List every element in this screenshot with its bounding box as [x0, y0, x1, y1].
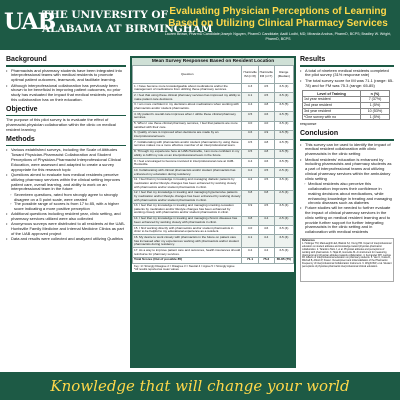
- conclusion-list-cont: [300, 206, 394, 235]
- training-level-table: [302, 90, 390, 120]
- question-cell: 11. I feel that my knowledge in treating and managing diabetic patients by medication and/or lifestyle changes has been enhanced by working closely with pharmacists and/or student pharmacists in clinic.: [133, 177, 242, 190]
- objective-heading: Objective: [6, 105, 38, 113]
- table-row: [133, 149, 294, 158]
- conclusion-heading: Conclusion: [300, 130, 339, 138]
- score-cell: 2-5 (4): [274, 216, 293, 225]
- left-column: [6, 56, 126, 242]
- question-cell: 15. I find working directly with pharmacists and/or student pharmacists in clinic to be helpful to my educational experience as a resident.: [133, 226, 242, 235]
- table-row: [133, 216, 294, 225]
- score-cell: 4.1: [242, 235, 258, 248]
- score-cell: 4.6: [258, 226, 274, 235]
- question-cell: 7. Collaborating with pharmacists and/or student pharmacists by using these services makes me a more effective member of an interprofessional team.: [133, 140, 242, 149]
- column-header: n (%): [360, 91, 389, 97]
- background-list: [6, 69, 126, 103]
- methods-list: [6, 148, 126, 192]
- column-header: Question: [133, 66, 242, 84]
- table-row: [133, 248, 294, 257]
- logo-line-2: ALABAMA AT BIRMINGHAM: [42, 23, 213, 35]
- score-cell: 4.9: [258, 130, 274, 139]
- score-cell: 3-5 (4): [274, 177, 293, 190]
- score-cell: 4-5 (5): [274, 112, 293, 121]
- table-cell: 1 (5%): [360, 102, 389, 108]
- table-header-row: [133, 66, 294, 84]
- score-cell: 4.8: [258, 102, 274, 111]
- score-cell: 3.8: [242, 216, 258, 225]
- table-row: [133, 112, 294, 121]
- objective-text: The purpose of this pilot survey is to evaluate the effect of pharmacist-physician collaboration within the clinic on medical resident learning: [6, 117, 116, 132]
- question-cell: 8. Through my experience here at UAB-Huntsville, I am more confident in my ability to fulfill my role on an interprofessional team in the future.: [133, 149, 242, 158]
- training-table-note: response: [300, 121, 317, 127]
- list-item: • A total of nineteen medical residents completed the pilot survey (31% response rate): [300, 69, 394, 79]
- table-row: [133, 203, 294, 216]
- logo-mark: UAB: [4, 9, 56, 35]
- score-cell: 3-5 (4): [274, 121, 293, 130]
- question-cell: 3. I am more confident in my decisions about medications when working with pharmacists and/or student pharmacists.: [133, 102, 242, 111]
- results-table-panel: [130, 56, 296, 368]
- list-item: • Future studies will be needed to further evaluate the impact of clinical pharmacy services in the clinic setting on medical resident learning and to provide further support for further integrating pharmacists in the clinic setting and in collaboration with medical residents: [300, 206, 394, 235]
- total-score: 71.1: [242, 257, 258, 263]
- table-row: [133, 226, 294, 235]
- column-header: Level of Training: [303, 91, 361, 97]
- score-cell: 4.8: [258, 140, 274, 149]
- university-logo: [4, 6, 213, 44]
- section-divider: [300, 65, 394, 67]
- score-cell: 4.4: [242, 102, 258, 111]
- table-row: [133, 168, 294, 177]
- conclusion-sublist: [300, 182, 394, 206]
- table-body: [133, 84, 294, 264]
- poster-footer: [0, 372, 400, 400]
- score-cell: 4.6: [258, 159, 274, 168]
- list-item: • Medical residents' education is enhanced by including pharmacists and pharmacy students as a part of interprofessional teams and utilizing clinical pharmacy services within the ambulatory clinic setting: [300, 158, 394, 182]
- score-cell: 4.5: [258, 168, 274, 177]
- question-cell: 6. Quality of care is improved when decisions are made by an interprofessional team.: [133, 130, 242, 139]
- table-row: [133, 93, 294, 102]
- poster-header: [0, 0, 400, 50]
- score-cell: 3-5 (5): [274, 102, 293, 111]
- list-item: • Anonymous surveys were distributed to all residents at the UAB-Huntsville Family Medicine and Internal Medicine Clinics as part of the UAB approved project: [6, 222, 126, 236]
- list-item: • This survey can be used to identify the impact of medical resident collaboration with clinic pharmacists in the clinic setting: [300, 143, 394, 157]
- score-cell: 4.5: [258, 93, 274, 102]
- total-row: [133, 257, 294, 263]
- list-item: • Although interprofessional collaboration has previously been shown to be beneficial in improving patient outcomes, no prior study has evaluated the impact that medical residents perceive this collaboration has on their education.: [6, 84, 126, 103]
- section-divider: [6, 145, 126, 147]
- table-row: [133, 159, 294, 168]
- score-cell: 4.4: [258, 216, 274, 225]
- table-row: [133, 235, 294, 248]
- score-cell: 3.8: [242, 190, 258, 203]
- logo-line-1: THE UNIVERSITY OF: [42, 9, 168, 21]
- score-cell: 4-5 (5): [274, 140, 293, 149]
- question-cell: 16. My desire to work closely with pharmacists in the future on patient care has increased after my experiences working with pharmacists and/or student pharmacists during residency.: [133, 235, 242, 248]
- methods-list-cont: [6, 212, 126, 242]
- table-row: [133, 102, 294, 111]
- score-cell: 4.3: [242, 84, 258, 93]
- score-cell: 4.4: [242, 159, 258, 168]
- score-cell: 4.2: [242, 248, 258, 257]
- conclusion-list: [300, 143, 394, 182]
- question-cell: 12. I feel that my knowledge in treating and managing hypertensive patients by medication and/or lifestyle changes has been enhanced by working closely with pharmacists and/or student pharmacists in clinic.: [134, 190, 241, 202]
- table-row: [303, 114, 390, 120]
- score-cell: 4.1: [242, 93, 258, 102]
- table-cell: 3rd year resident: [303, 108, 361, 114]
- question-cell: 2. I feel that using these clinical pharmacy services has improved my ability to make patient care decisions.: [134, 92, 241, 101]
- question-cell: 14. I feel that my knowledge in treating and managing chronic diseases has been enhanced by working closely with pharmacists in clinic.: [133, 216, 242, 225]
- methods-sublist: [6, 193, 126, 212]
- footer-tagline: Knowledge that will change your world: [50, 377, 350, 395]
- table-row: [133, 130, 294, 139]
- score-cell: 4.5: [242, 112, 258, 121]
- table-row: [133, 190, 294, 203]
- section-divider: [6, 115, 126, 117]
- poster-authors: Lauren Brown, PharmD Candidate;Joseph Nguyen, PharmD Candidate; Aadil Lodhi, MD; Miranda Andrus, PharmD, BCPS; Bradley W. Wright, PharmD, BCPS: [164, 32, 392, 41]
- list-item: • Various established surveys, including the Scale of Attitudes Toward Physician-Pharmacist Collaboration and Student Perceptions of Physician-Pharmacist Interprofessional Clinical Education, were assessed and adapted to create a survey appropriate for this research topic: [6, 148, 126, 172]
- score-cell: 3-5 (4): [274, 93, 293, 102]
- methods-heading: Methods: [6, 135, 35, 143]
- column-header: Range (Median): [274, 66, 293, 84]
- column-header: Huntsville FM (n=7): [258, 66, 274, 84]
- score-cell: 4.5: [242, 149, 258, 158]
- list-item: • Questions aimed to evaluate how medical residents perceive utilizing pharmacy services within the clinical setting improves patient care, overall learning, and ability to work on an interprofessional team in the future: [6, 173, 126, 192]
- score-cell: 4-5 (5): [274, 130, 293, 139]
- list-item: ◦ Medical residents also perceive this collaboration improves their confidence in making decisions about medications, while enhancing knowledge in treating and managing chronic diseases such as diabetes: [304, 182, 394, 206]
- score-cell: 4.5: [258, 203, 274, 216]
- score-cell: 3-5 (4): [274, 203, 293, 216]
- poster-title: Evaluating Physician Perceptions of Learning Based on Utilizing Clinical Pharmacy Services: [168, 6, 388, 29]
- score-cell: 4.2: [242, 177, 258, 190]
- table-title: Mean Survey Responses Based on Resident Location: [132, 58, 294, 65]
- score-cell: 2-5 (4): [274, 168, 293, 177]
- score-cell: 4.6: [258, 112, 274, 121]
- score-cell: 3-5 (5): [274, 159, 293, 168]
- results-list: [300, 69, 394, 89]
- references-box: [300, 238, 394, 282]
- mean-responses-table: [132, 65, 294, 264]
- right-column: [300, 56, 394, 282]
- score-cell: 3-5 (4): [274, 235, 293, 248]
- total-label: Total Scores (Out of possible 85): [133, 257, 242, 263]
- table-cell: 7 (37%): [360, 97, 389, 103]
- table-row: [133, 84, 294, 93]
- column-header: Huntsville IM (n=8): [242, 66, 258, 84]
- table-row: [133, 177, 294, 190]
- score-cell: 4.5: [258, 84, 274, 93]
- list-item: • Pharmacists and pharmacy students have been integrated into interprofessional teams with medical residents to promote optimal patient outcomes, teamwork, and facilitate learning.: [6, 69, 126, 83]
- table-cell: 10 (53%): [360, 108, 389, 114]
- references-heading: References: [302, 239, 315, 242]
- section-divider: [6, 65, 126, 67]
- question-cell: 10. Collaborating with clinical pharmacists and/or student pharmacists has enhanced my education during residency.: [133, 168, 242, 177]
- score-cell: 4.0: [242, 226, 258, 235]
- score-cell: 4.0: [258, 121, 274, 130]
- score-cell: 4.2: [258, 248, 274, 257]
- question-cell: 4. My patient's overall care improves when I utilize these clinical pharmacy services.: [133, 112, 242, 121]
- question-cell: 5. When I use these clinical pharmacy services, I feel that patients are more satisfied with their care.: [133, 121, 242, 130]
- score-cell: 3-5 (4): [274, 84, 293, 93]
- score-cell: 4.2: [242, 168, 258, 177]
- table-row: [133, 121, 294, 130]
- table-cell: 2nd year resident: [303, 102, 361, 108]
- list-item: ◦ Seventeen questions, rated from strongly agree to strongly disagree on a 5 point scale, were created: [10, 193, 126, 203]
- score-cell: 4.8: [258, 149, 274, 158]
- list-item: ◦ The possible range of scores is from 17 to 85, with a higher score indicating a more positive perception: [10, 202, 126, 212]
- table-key-note: Key: 1= Strongly Disagree 2 = Disagree 3 = Neutral 4 = Agree 5 = Strongly Agree *All results reported as mean values: [132, 264, 294, 273]
- table-cell: 1 (5%): [360, 114, 389, 120]
- question-cell: 1. I have become more knowledgeable about medications and/or the management of medications from utilizing these pharmacy services.: [133, 84, 242, 93]
- results-heading: Results: [300, 56, 326, 63]
- score-cell: 4.6: [242, 130, 258, 139]
- list-item: • Data and results were collected and analyzed utilizing Qualtrics: [6, 237, 126, 242]
- question-cell: 13. I feel that my knowledge in treating and managing smoking cessation patients by medication and/or lifestyle changes has been enhanced by working closely with pharmacists and/or student pharmacists in clinic.: [133, 203, 242, 216]
- question-cell: 17. As a way to improve patient care and outcomes, health insurances should reimburse for pharmacy services.: [134, 247, 241, 256]
- section-divider: [300, 139, 394, 141]
- table-cell: 1st year resident: [303, 97, 361, 103]
- list-item: • The total survey score for IM was 71.1 (range: 65-78) and for FM was 75.3 (range: 65-85): [300, 79, 394, 89]
- score-cell: 2-5 (4): [274, 190, 293, 203]
- score-cell: 4-5 (5): [274, 149, 293, 158]
- table-cell: *One survey with no: [303, 114, 361, 120]
- score-cell: 3-5 (4): [274, 226, 293, 235]
- table-row: [133, 140, 294, 149]
- score-cell: 3.8: [258, 190, 274, 203]
- score-cell: 4.5: [258, 177, 274, 190]
- references-text: 1. Hottinger TM, MacLaughlin EA, Blalock SJ, Young HM. Impact of interprofessional education on student attitudes and knowledge toward physician-pharmacist collaboration. 2. Tarantino Tarsi J, et al. Physician attitudes and perceptions of working with pharmacists. 3. Hojat M, Gonnella JS. An instrument for measuring pharmacist and physician attitudes towards collaboration. 4. Fernandez MH, Lanzas JR. Effects of interprofessional education on pharmacy students. 5. Van C, Costa D, Mitchell B, Abbott P, Krass I. Development and initial validation of the Pharmacist Frequency of Interprofessional Collaboration Instrument. 6. Wright BW, et al. Student perceptions of physician-pharmacist interprofessional clinical education.: [302, 241, 392, 269]
- score-cell: 4.5: [242, 140, 258, 149]
- score-cell: 3.9: [242, 203, 258, 216]
- total-score: 65-85 (75): [274, 257, 293, 263]
- score-cell: 4.4: [258, 235, 274, 248]
- score-cell: 3-5 (4): [274, 248, 293, 257]
- question-cell: 9. I feel encouraged to become involved in interprofessional care at UAB-Huntsville.: [133, 159, 242, 168]
- list-item: • Additional questions including resident year, clinic setting, and pharmacy services utilized were also collected: [6, 212, 126, 222]
- score-cell: 4.0: [242, 121, 258, 130]
- background-heading: Background: [6, 56, 47, 63]
- total-score: 75.3: [258, 257, 274, 263]
